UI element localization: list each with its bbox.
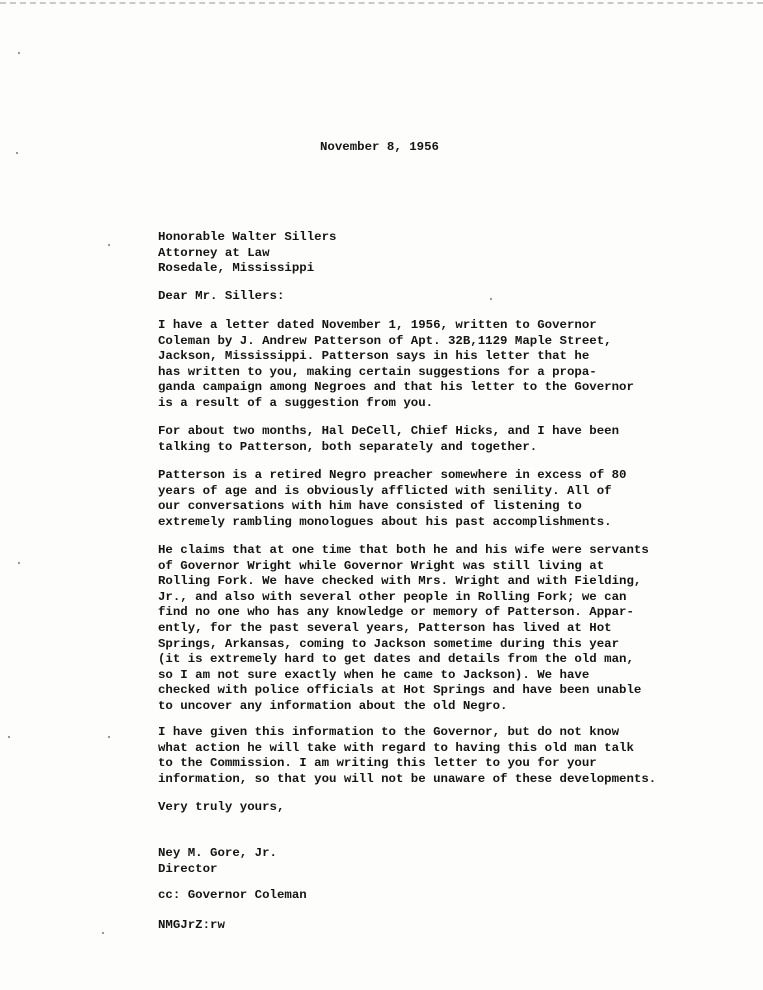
paragraph-3 xyxy=(158,468,678,530)
scan-speck xyxy=(108,736,110,738)
paragraph-line: I have given this information to the Governor, but do not know xyxy=(158,725,620,739)
paragraph-line: checked with police officials at Hot Springs and have been unable xyxy=(158,683,642,698)
address-line: Honorable Walter Sillers xyxy=(158,230,337,244)
paragraph-line: (it is extremely hard to get dates and details from the old man, xyxy=(158,652,634,667)
paragraph-4 xyxy=(158,543,678,715)
paragraph-line: to the Commission. I am writing this letter to you for your xyxy=(158,756,597,771)
paragraph-line: I have a letter dated November 1, 1956, written to Governor xyxy=(158,318,597,332)
paragraph-line: extremely rambling monologues about his past accomplishments. xyxy=(158,514,612,529)
carbon-copy-line: cc: Governor Coleman xyxy=(158,888,307,902)
paragraph-line: what action he will take with regard to having this old man talk xyxy=(158,740,634,755)
paragraph-line: For about two months, Hal DeCell, Chief Hicks, and I have been xyxy=(158,424,620,438)
paragraph-line: Coleman by J. Andrew Patterson of Apt. 32B,1129 Maple Street, xyxy=(158,333,612,348)
signature-block xyxy=(158,846,678,877)
paragraph-line: Jr., and also with several other people in Rolling Fork; we can xyxy=(158,589,627,604)
paragraph-line: information, so that you will not be unaware of these developments. xyxy=(158,771,657,786)
signer-name: Ney M. Gore, Jr. xyxy=(158,846,277,860)
scan-speck xyxy=(8,736,10,738)
paragraph-line: of Governor Wright while Governor Wright was still living at xyxy=(158,558,605,573)
letter-date: November 8, 1956 xyxy=(320,140,439,154)
paragraph-line: He claims that at one time that both he and his wife were servants xyxy=(158,543,649,557)
salutation: Dear Mr. Sillers: xyxy=(158,289,285,303)
paragraph-line: our conversations with him have consisted of listening to xyxy=(158,499,582,514)
address-line: Rosedale, Mississippi xyxy=(158,261,315,276)
signer-title: Director xyxy=(158,861,218,876)
paragraph-line: so I am not sure exactly when he came to Jackson). We have xyxy=(158,667,590,682)
paragraph-5 xyxy=(158,725,678,787)
scan-speck xyxy=(102,932,104,934)
paragraph-line: to uncover any information about the old Negro. xyxy=(158,698,508,713)
paragraph-line: years of age and is obviously afflicted with senility. All of xyxy=(158,483,612,498)
paragraph-2 xyxy=(158,424,678,455)
paragraph-line: talking to Patterson, both separately and together. xyxy=(158,439,538,454)
scan-speck xyxy=(18,562,20,564)
complimentary-closing: Very truly yours, xyxy=(158,800,285,814)
paragraph-line: ently, for the past several years, Patterson has lived at Hot xyxy=(158,620,612,635)
scan-speck xyxy=(108,244,110,246)
paragraph-1 xyxy=(158,318,678,412)
address-line: Attorney at Law xyxy=(158,245,270,260)
paragraph-line: is a result of a suggestion from you. xyxy=(158,395,434,410)
recipient-address xyxy=(158,230,678,277)
paragraph-line: has written to you, making certain suggestions for a propa- xyxy=(158,364,597,379)
paragraph-line: Rolling Fork. We have checked with Mrs. Wright and with Fielding, xyxy=(158,574,642,589)
scan-speck xyxy=(18,52,20,54)
typist-initials: NMGJrZ:rw xyxy=(158,918,225,932)
paragraph-line: ganda campaign among Negroes and that his letter to the Governor xyxy=(158,380,634,395)
paragraph-line: Patterson is a retired Negro preacher somewhere in excess of 80 xyxy=(158,468,627,482)
paragraph-line: Jackson, Mississippi. Patterson says in his letter that he xyxy=(158,349,590,364)
paragraph-line: find no one who has any knowledge or memory of Patterson. Appar- xyxy=(158,605,634,620)
page-top-edge xyxy=(0,2,763,4)
scan-speck xyxy=(16,152,18,154)
paragraph-line: Springs, Arkansas, coming to Jackson sometime during this year xyxy=(158,636,620,651)
